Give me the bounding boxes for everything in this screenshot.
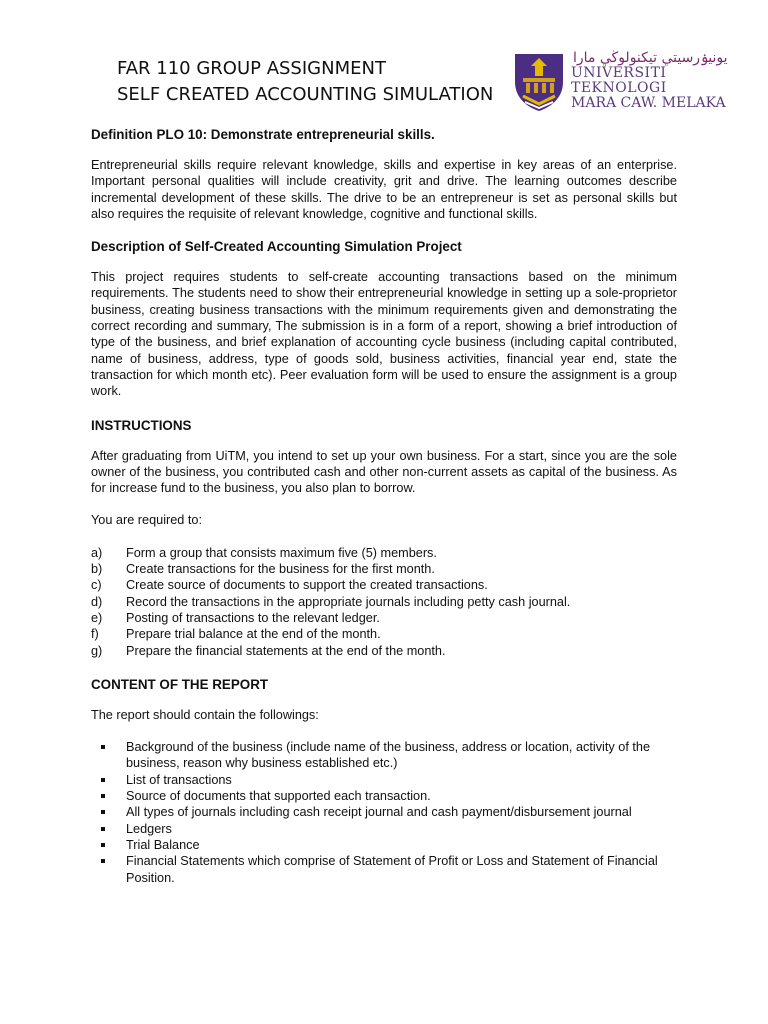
list-item: a) Form a group that consists maximum five (5) members. [91, 545, 437, 560]
square-bullet-icon [101, 843, 105, 847]
report-content-list [91, 739, 677, 886]
crest-shield-icon [513, 52, 565, 112]
requirements-intro: You are required to: [91, 513, 202, 528]
assignment-title: FAR 110 GROUP ASSIGNMENT [117, 58, 386, 79]
list-item: List of transactions [91, 772, 677, 788]
square-bullet-icon [101, 810, 105, 814]
document-body [91, 126, 677, 886]
list-item: d) Record the transactions in the appropriate journals including petty cash journal. [91, 594, 571, 609]
square-bullet-icon [101, 778, 105, 782]
definition-paragraph: Entrepreneurial skills require relevant knowledge, skills and expertise in key areas of an enterprise. Important personal qualities will include creativity, grit and drive. The learning outcomes describe incremental development of these skills. The drive to be an entrepreneur is set as personal skills but also requires the requisite of relevant knowledge, cognitive and functional skills. [91, 158, 677, 221]
description-paragraph: This project requires students to self-create accounting transactions based on the minimum requirements. The students need to show their entrepreneurial knowledge in setting up a sole-proprietor business, creating business transactions with the minimum requirements given and demonstrating the correct recording and summary, The submission is in a form of a report, showing a brief introduction of type of the business, and brief explanation of accounting cycle business (including capital contributed, name of business, address, type of goods sold, business activities, financial year end, state the transaction for which month etc). Peer evaluation form will be used to ensure the assignment is a group work. [91, 270, 677, 399]
list-item: Financial Statements which comprise of Statement of Profit or Loss and Statement of Financial Position. [91, 853, 677, 886]
square-bullet-icon [101, 794, 105, 798]
list-item: Background of the business (include name of the business, address or location, activity of the business, reason why business established etc.) [91, 739, 677, 772]
instructions-heading: INSTRUCTIONS [91, 417, 192, 433]
square-bullet-icon [101, 745, 105, 749]
jawi-university-name: يونيۏرسيتي تيكنولوڬي مارا [573, 50, 728, 66]
report-intro: The report should contain the followings: [91, 707, 319, 722]
list-item: f) Prepare trial balance at the end of the month. [91, 627, 381, 642]
instructions-paragraph: After graduating from UiTM, you intend to set up your own business. For a start, since you are the sole owner of the business, you contributed cash and other non-current assets as capital of the business. As for increase fund to the business, you also plan to borrow. [91, 448, 677, 496]
list-item: b) Create transactions for the business for the first month. [91, 562, 435, 577]
list-item: e) Posting of transactions to the relevant ledger. [91, 610, 380, 625]
square-bullet-icon [101, 859, 105, 863]
list-item: Source of documents that supported each transaction. [91, 788, 677, 804]
square-bullet-icon [101, 827, 105, 831]
logo-line-mara-melaka: MARA CAW. MELAKA [571, 95, 726, 111]
list-item: g) Prepare the financial statements at the end of the month. [91, 643, 446, 658]
assignment-subtitle: SELF CREATED ACCOUNTING SIMULATION [117, 84, 494, 105]
list-item: All types of journals including cash receipt journal and cash payment/disbursement journal [91, 804, 677, 820]
definition-heading: Definition PLO 10: Demonstrate entrepreneurial skills. [91, 127, 435, 142]
list-item: Trial Balance [91, 837, 677, 853]
list-item: c) Create source of documents to support the created transactions. [91, 578, 488, 593]
logo-line-universiti: UNIVERSITI [571, 65, 667, 81]
description-heading: Description of Self-Created Accounting Simulation Project [91, 239, 462, 255]
university-logo [513, 48, 728, 114]
list-item: Ledgers [91, 821, 677, 837]
report-content-heading: CONTENT OF THE REPORT [91, 676, 269, 692]
requirements-list [91, 545, 677, 659]
logo-line-teknologi: TEKNOLOGI [571, 80, 667, 96]
